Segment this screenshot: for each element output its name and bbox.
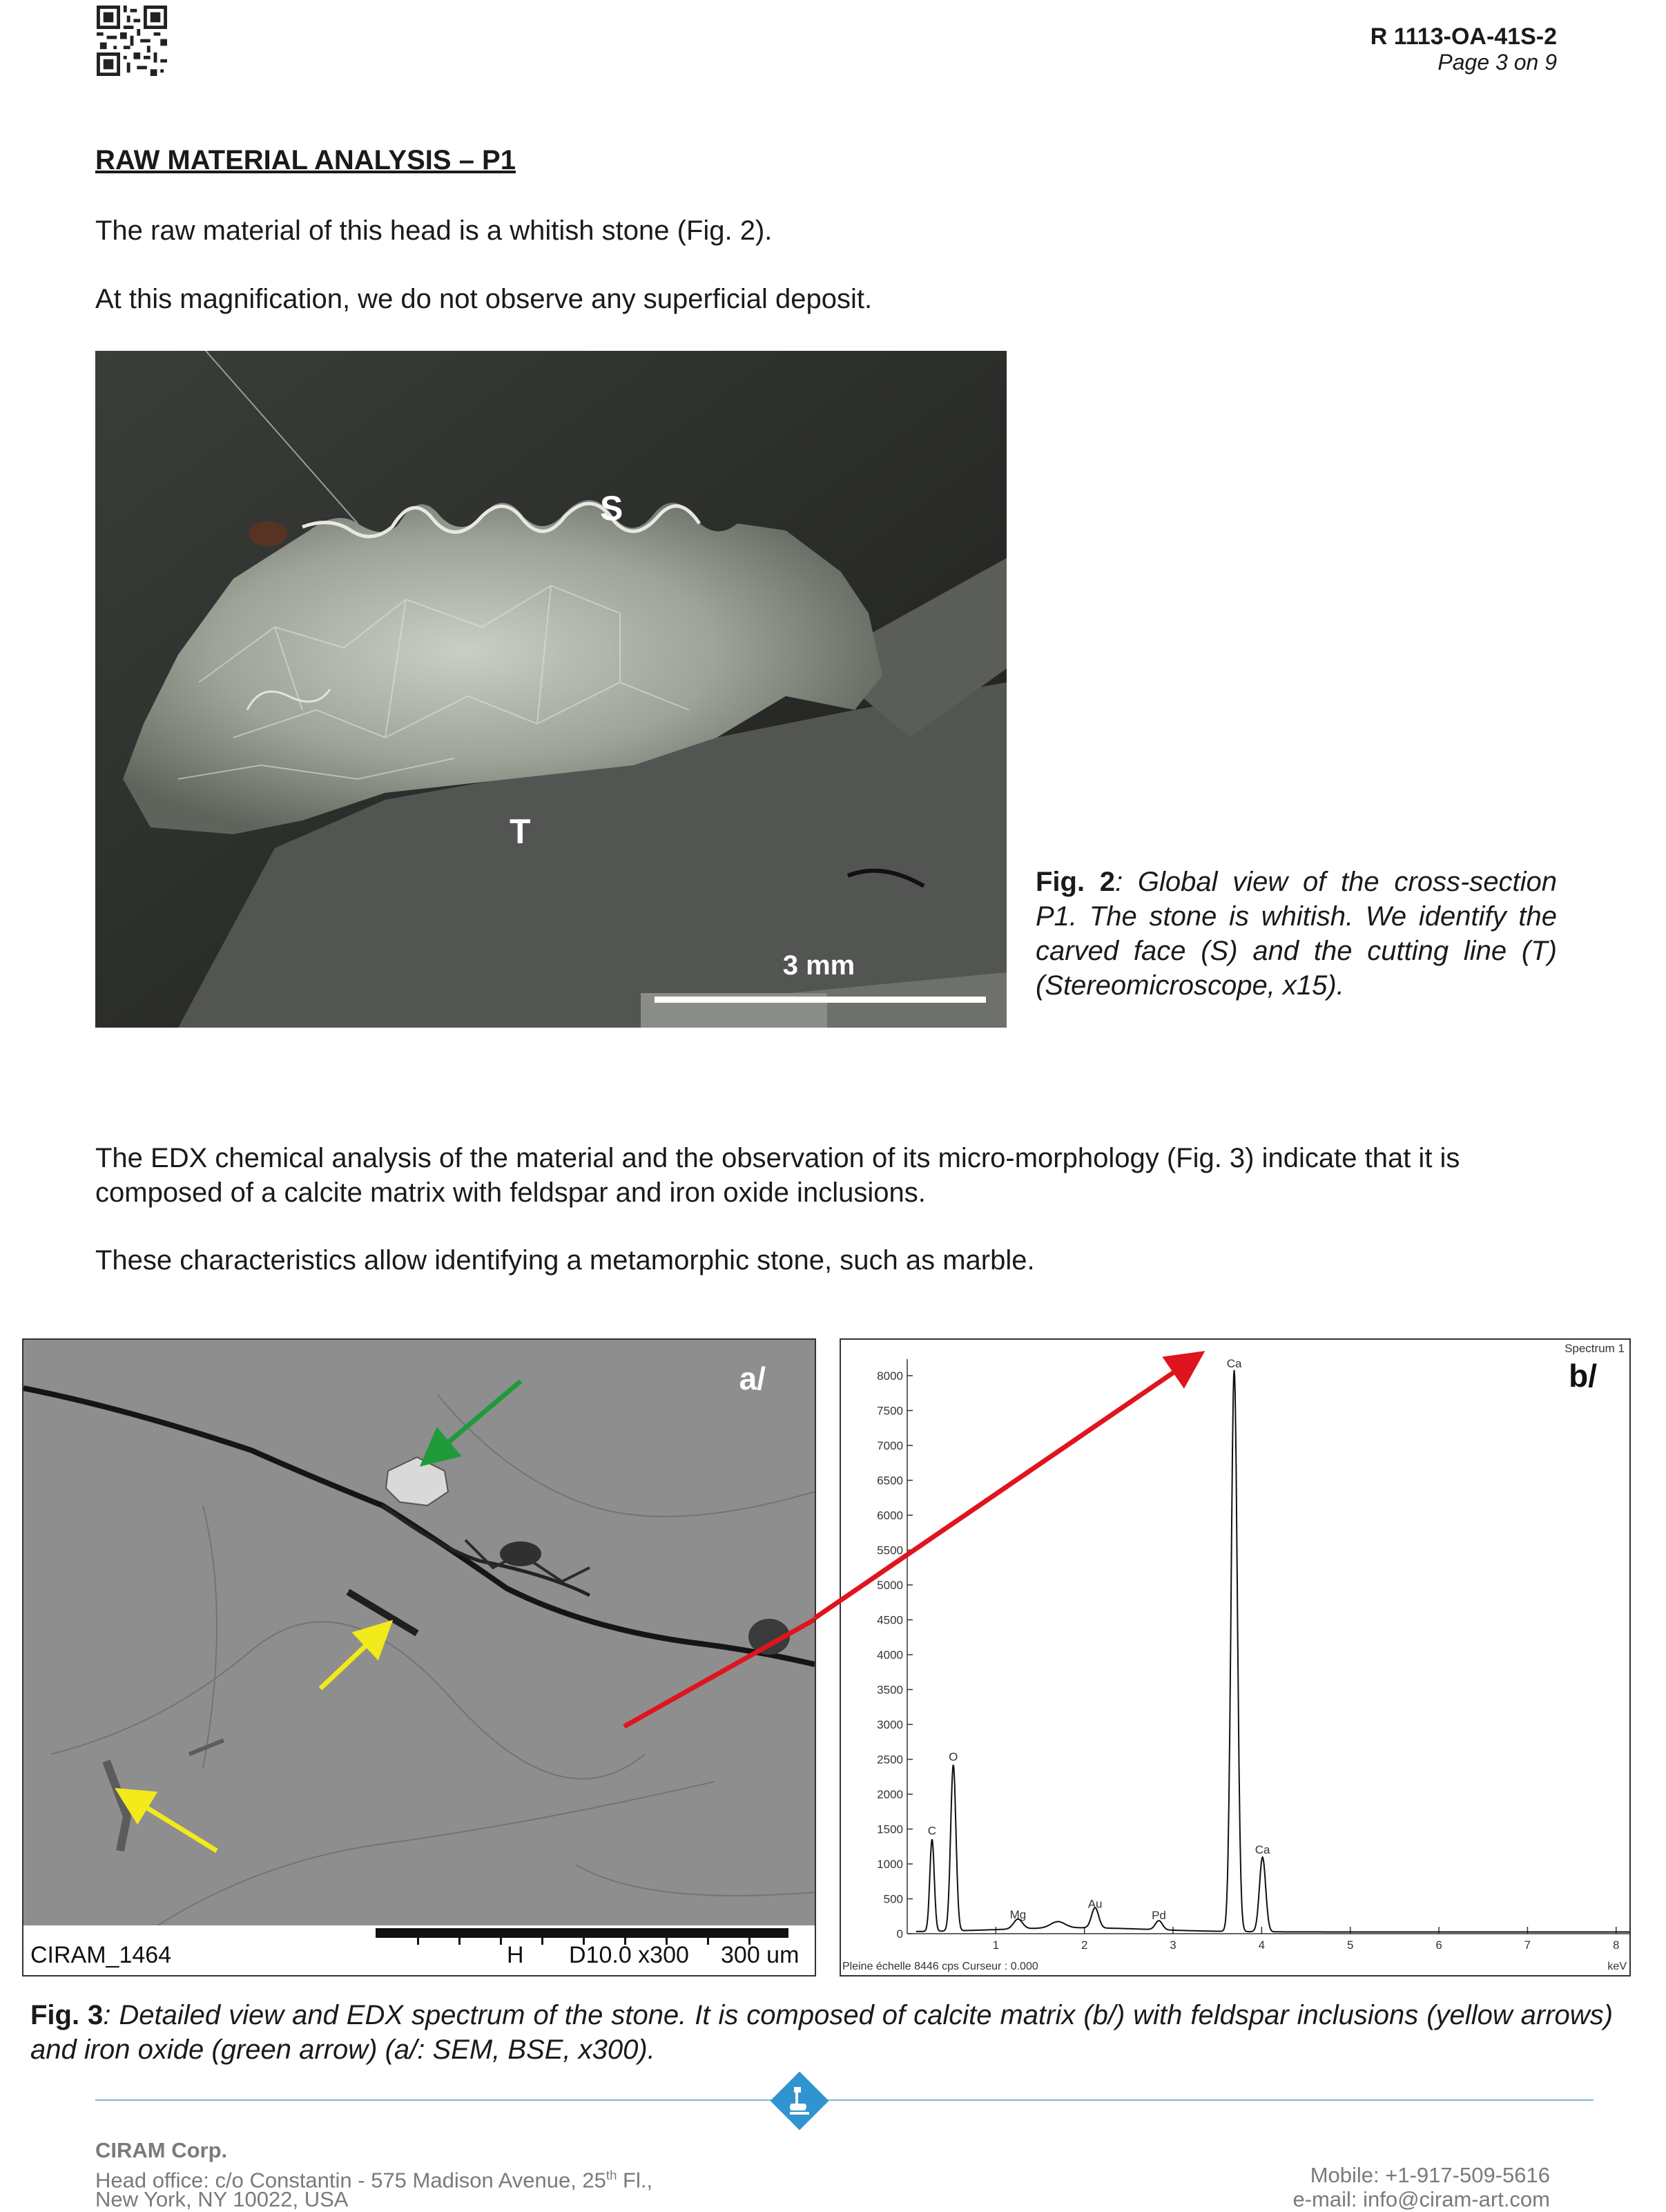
edx-y-tick-label: 4000 — [877, 1648, 903, 1662]
edx-x-tick-label: 3 — [1170, 1939, 1176, 1952]
edx-peak-label: Ca — [1226, 1356, 1242, 1370]
cutting-line-label: T — [510, 812, 531, 851]
edx-y-tick-label: 1000 — [877, 1858, 903, 1871]
paragraph-deposit: At this magnification, we do not observe any superficial deposit. — [95, 284, 873, 314]
edx-y-tick-label: 5500 — [877, 1543, 903, 1557]
spectrum-title: Spectrum 1 — [1565, 1342, 1625, 1355]
edx-y-tick-label: 4500 — [877, 1613, 903, 1627]
edx-x-tick-label: 2 — [1081, 1939, 1088, 1952]
page-number: Page 3 on 9 — [1437, 50, 1557, 75]
edx-x-tick-label: 8 — [1613, 1939, 1620, 1952]
edx-y-tick-label: 500 — [883, 1892, 903, 1906]
edx-y-tick-label: 3000 — [877, 1718, 903, 1731]
edx-panel-label: b/ — [1569, 1358, 1597, 1394]
edx-peak-label: O — [949, 1750, 958, 1764]
edx-x-tick-label: 4 — [1258, 1939, 1266, 1952]
edx-x-tick-label: 1 — [992, 1939, 1000, 1952]
fig2-caption-label: Fig. 2 — [1036, 867, 1116, 897]
report-id: R 1113-OA-41S-2 — [1370, 23, 1557, 50]
red-arrow-overlay — [815, 1338, 1201, 1670]
edx-peak-label: Ca — [1255, 1843, 1270, 1856]
footer-address-line-2: New York, NY 10022, USA — [95, 2187, 349, 2211]
edx-y-tick-label: 1500 — [877, 1823, 903, 1836]
edx-peak-label: Au — [1087, 1897, 1103, 1911]
edx-y-tick-label: 6500 — [877, 1474, 903, 1488]
sem-panel-label: a/ — [739, 1360, 766, 1396]
sem-settings: D10.0 x300 — [569, 1942, 689, 1968]
paragraph-edx-analysis: The EDX chemical analysis of the material and the observation of its micro-morphology (Fig. 3) indicate that it is composed of a calcite matrix with feldspar and iron oxide inclusions. — [95, 1143, 1460, 1208]
sem-scale-label: 300 um — [721, 1942, 800, 1968]
footer-email: e-mail: info@ciram-art.com — [1292, 2187, 1550, 2211]
scale-bar — [655, 997, 986, 1003]
footer-address-prefix: Head office: c/o Constantin - 575 Madison Avenue, 25 — [95, 2168, 606, 2193]
sem-bse-image — [23, 1340, 815, 1975]
footer-address-sup: th — [606, 2168, 617, 2182]
edx-y-tick-label: 7000 — [877, 1439, 903, 1452]
edx-y-tick-label: 3500 — [877, 1683, 903, 1697]
edx-y-tick-label: 2500 — [877, 1753, 903, 1767]
edx-y-tick-label: 2000 — [877, 1788, 903, 1801]
section-title: RAW MATERIAL ANALYSIS – P1 — [95, 145, 516, 175]
sem-mode: H — [507, 1942, 524, 1968]
edx-status-line: Pleine échelle 8446 cps Curseur : 0.000 — [842, 1961, 1038, 1972]
fig3-caption — [30, 1998, 1613, 2067]
fig3-caption-label: Fig. 3 — [30, 2000, 104, 2030]
fig2-caption-text: : Global view of the cross-section P1. The stone is whitish. We identify the carved face (S) and the cutting line (T) (Stereomicroscope, x15). — [1036, 867, 1557, 1001]
sem-image-panel — [22, 1338, 816, 1977]
edx-y-tick-label: 5000 — [877, 1579, 903, 1592]
footer-address-suffix: Fl., — [617, 2168, 653, 2193]
edx-peak-label: Pd — [1152, 1908, 1166, 1922]
edx-y-tick-label: 6000 — [877, 1509, 903, 1522]
stereomicroscope-photo — [95, 351, 1007, 1028]
fig2-caption — [1036, 865, 1557, 1003]
footer-company: CIRAM Corp. — [95, 2138, 228, 2162]
footer-rule — [95, 2099, 1594, 2101]
sem-image-id: CIRAM_1464 — [30, 1942, 172, 1968]
sem-scale-bar — [376, 1928, 788, 1938]
edx-y-tick-label: 0 — [896, 1927, 903, 1941]
edx-peak-label: C — [927, 1824, 937, 1838]
footer-mobile: Mobile: +1-917-509-5616 — [1310, 2163, 1550, 2187]
scale-bar-label: 3 mm — [782, 950, 855, 981]
paragraph-raw-material: The raw material of this head is a whitish stone (Fig. 2). — [95, 215, 773, 246]
edx-peak-label: Mg — [1009, 1907, 1027, 1921]
stone-cross-section-image — [95, 351, 1007, 1028]
edx-x-tick-label: 7 — [1524, 1939, 1531, 1952]
edx-y-tick-label: 8000 — [877, 1369, 903, 1383]
carved-face-label: S — [600, 489, 623, 528]
edx-y-tick-label: 7500 — [877, 1404, 903, 1418]
edx-x-unit: keV — [1607, 1961, 1627, 1972]
edx-x-tick-label: 6 — [1435, 1939, 1442, 1952]
fig3-caption-text: : Detailed view and EDX spectrum of the stone. It is composed of calcite matrix (b/) with feldspar inclusions (yellow arrows) and iron oxide (green arrow) (a/: SEM, BSE, x300). — [30, 2000, 1614, 2065]
ciram-logo-icon — [771, 2072, 829, 2130]
paragraph-conclusion: These characteristics allow identifying a metamorphic stone, such as marble. — [95, 1245, 1035, 1276]
qr-code — [97, 6, 167, 76]
edx-x-tick-label: 5 — [1346, 1939, 1354, 1952]
